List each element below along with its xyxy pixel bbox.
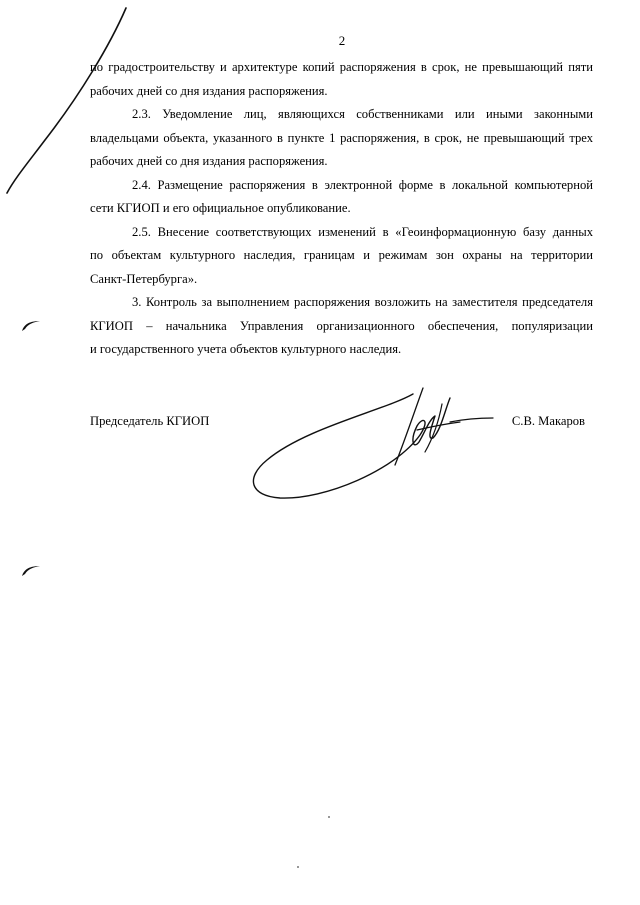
document-body [90, 56, 593, 362]
punch-hole-mark [20, 318, 42, 334]
text-line: сети КГИОП и его официальное опубликование. [90, 201, 351, 215]
paragraph-2-4 [90, 174, 593, 221]
paragraph-3 [90, 291, 593, 362]
scan-speck [328, 816, 330, 818]
handwritten-signature [245, 380, 495, 505]
text-line: по градостроительству и архитектуре копий распоряжения в срок, не превышающий пяти [90, 60, 593, 74]
text-line: владельцами объекта, указанного в пункте 1 распоряжения, в срок, не превышающий трех [90, 130, 593, 145]
scan-speck [297, 866, 299, 868]
paragraph-2-5 [90, 221, 593, 292]
text-line: 3. Контроль за выполнением распоряжения возложить на заместителя председателя [132, 295, 593, 309]
signer-title: Председатель КГИОП [90, 414, 210, 428]
page-number: 2 [338, 33, 346, 48]
punch-hole-mark [20, 563, 42, 579]
text-line: КГИОП – начальника Управления организационного обеспечения, популяризации [90, 318, 593, 333]
text-line: рабочих дней со дня издания распоряжения. [90, 83, 328, 98]
text-line: 2.3. Уведомление лиц, являющихся собственниками или иными законными [132, 107, 593, 121]
signature-block [90, 412, 593, 432]
text-line: и государственного учета объектов культурного наследия. [90, 342, 402, 356]
text-line: Санкт-Петербурга». [90, 271, 198, 286]
text-line: рабочих дней со дня издания распоряжения. [90, 154, 328, 168]
paragraph-2-3 [90, 103, 593, 174]
text-line: 2.5. Внесение соответствующих изменений в «Геоинформационную базу данных [132, 224, 593, 239]
text-line: 2.4. Размещение распоряжения в электронной форме в локальной компьютерной [132, 177, 593, 192]
paragraph-continuation [90, 56, 593, 103]
signer-name: С.В. Макаров [511, 414, 585, 428]
text-line: по объектам культурного наследия, границам и режимам зон охраны на территории [90, 248, 593, 262]
